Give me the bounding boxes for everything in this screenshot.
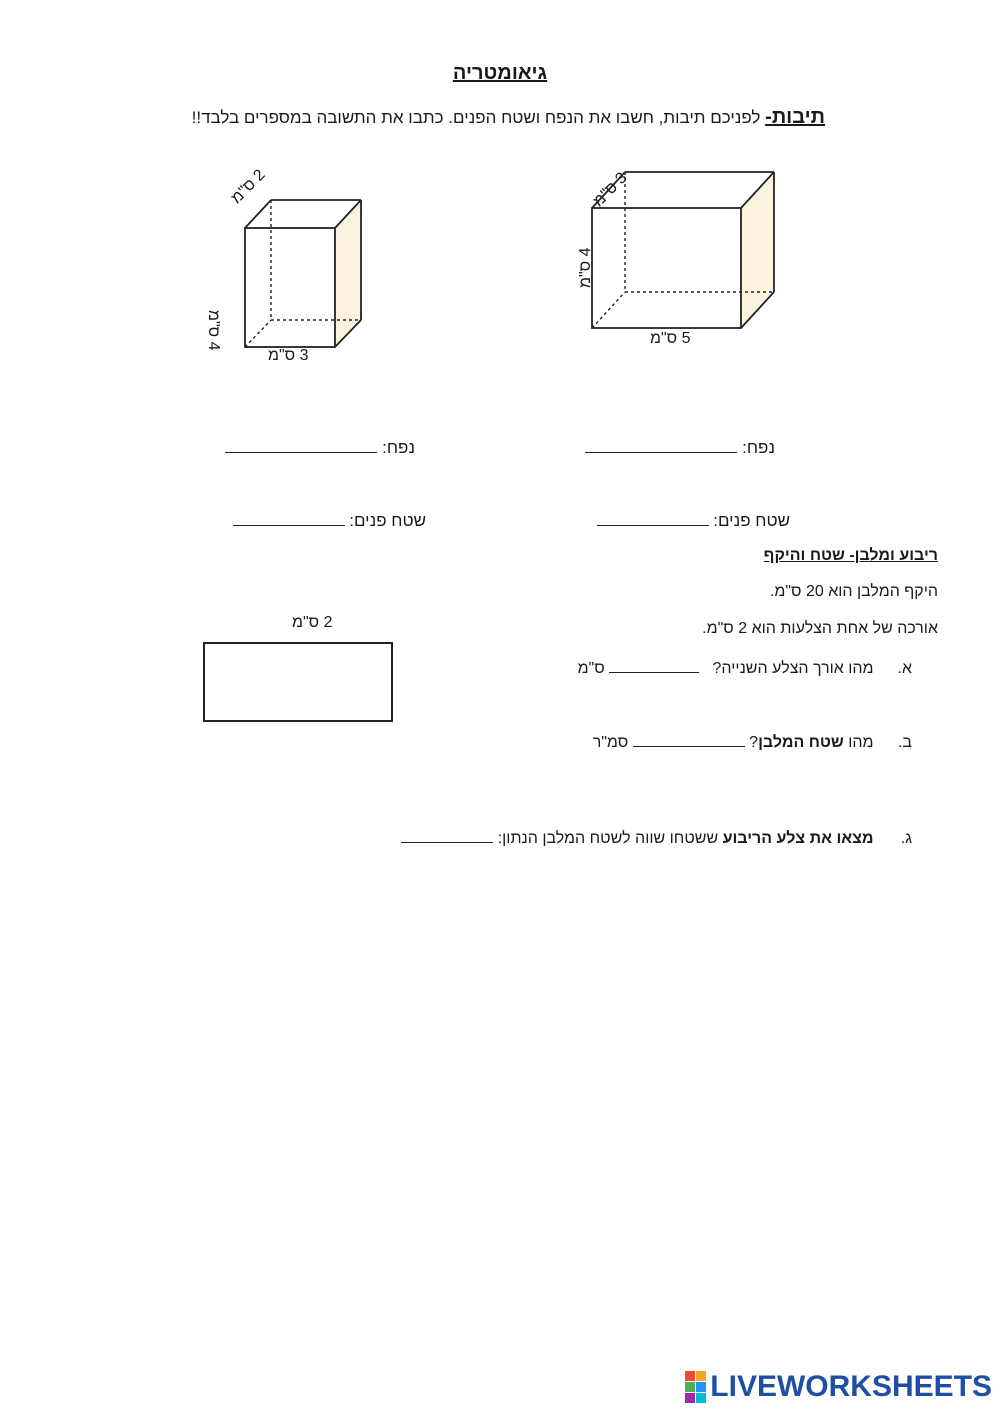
question-c-input[interactable] — [401, 828, 493, 843]
question-b-text: מהו — [848, 734, 874, 751]
question-c-number: ג. — [900, 830, 912, 847]
box-left-figure — [225, 185, 370, 360]
question-a-number: א. — [897, 660, 912, 677]
question-a — [578, 658, 912, 678]
question-c-bold: מצאו את צלע הריבוע — [722, 830, 874, 847]
left-volume-label: נפח: — [382, 438, 415, 457]
question-a-unit: ס"מ — [577, 660, 605, 677]
box-right-height-label: 4 ס"מ — [577, 247, 594, 288]
question-b-bold: שטח המלבן — [758, 734, 844, 751]
section2-line2: אורכה של אחת הצלעות הוא 2 ס"מ. — [702, 620, 938, 637]
question-b-number: ב. — [897, 734, 912, 751]
intro-lead: תיבות- — [765, 106, 825, 128]
box-left-height-label: 4 ס"מ — [205, 310, 222, 351]
box-right-width-label: 5 ס"מ — [650, 330, 691, 347]
right-surface-input[interactable] — [597, 511, 709, 526]
liveworksheets-logo-text: LIVEWORKSHEETS — [710, 1370, 992, 1403]
section2-line1: היקף המלבן הוא 20 ס"מ. — [769, 583, 938, 600]
right-surface-row — [594, 511, 790, 531]
left-volume-row — [220, 438, 415, 458]
left-surface-row — [230, 511, 426, 531]
intro-text — [170, 106, 825, 129]
right-volume-input[interactable] — [585, 438, 737, 453]
right-surface-label: שטח פנים: — [713, 511, 790, 530]
right-volume-label: נפח: — [742, 438, 775, 457]
liveworksheets-logo — [685, 1367, 992, 1407]
question-a-input[interactable] — [609, 658, 699, 673]
page-title: גיאומטריה — [452, 62, 548, 84]
question-c-text: ששטחו שווה לשטח המלבן הנתון: — [497, 830, 719, 847]
intro-body: לפניכם תיבות, חשבו את הנפח ושטח הפנים. כתבו את התשובה במספרים בלבד!! — [191, 108, 766, 127]
box-left-depth-label: 2 ס"מ — [228, 166, 269, 208]
question-b-input[interactable] — [633, 732, 745, 747]
question-c — [401, 828, 912, 848]
liveworksheets-logo-icon — [685, 1371, 706, 1403]
left-surface-input[interactable] — [233, 511, 345, 526]
question-b — [593, 732, 912, 752]
question-b-after: ? — [749, 734, 759, 751]
left-surface-label: שטח פנים: — [349, 511, 426, 530]
left-volume-input[interactable] — [225, 438, 377, 453]
box-right-side-face — [741, 172, 774, 328]
question-a-text: מהו אורך הצלע השנייה? — [712, 660, 874, 677]
question-b-unit: סמ"ר — [592, 734, 629, 751]
right-volume-row — [582, 438, 775, 458]
box-left-width-label: 3 ס"מ — [268, 347, 309, 364]
box-right-depth-label: 3 ס"מ — [590, 169, 631, 211]
section2-title: ריבוע ומלבן- שטח והיקף — [763, 547, 938, 564]
rectangle-shape — [203, 642, 393, 722]
rect-side-label: 2 ס"מ — [292, 614, 333, 631]
